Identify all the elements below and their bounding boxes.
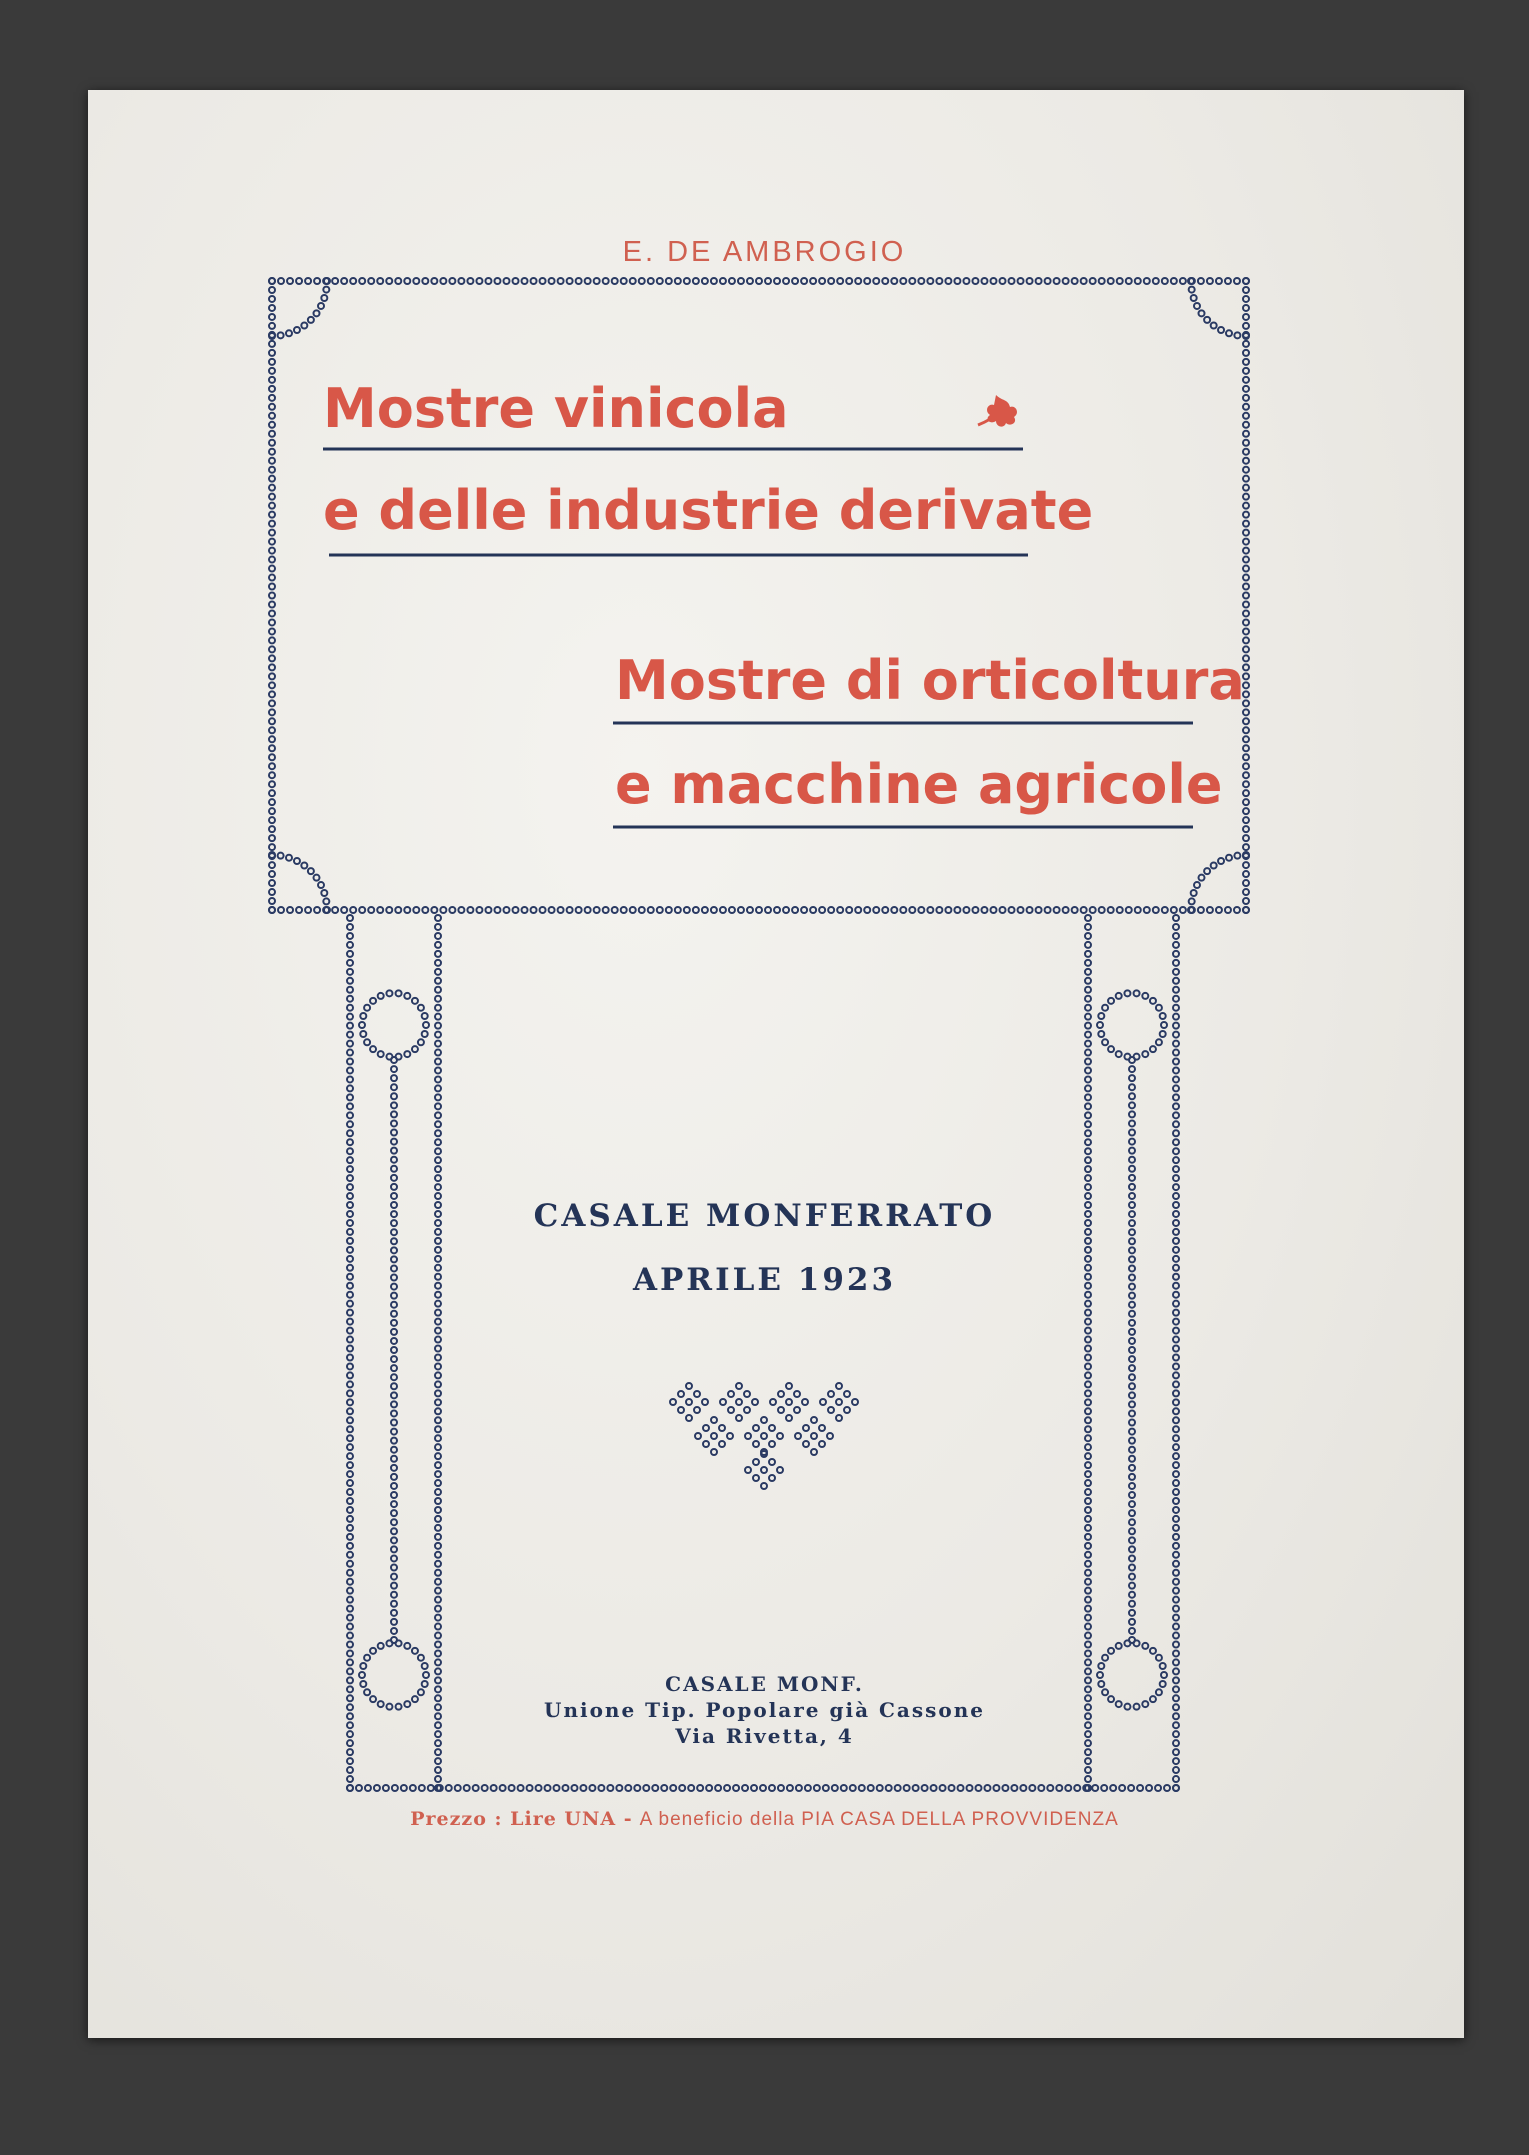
imprint-line-2: Unione Tip. Popolare già Cassone	[544, 1698, 985, 1722]
dotted-diamond-ornament	[670, 1383, 858, 1489]
place-name: CASALE MONFERRATO	[533, 1198, 996, 1234]
publication-date: APRILE 1923	[632, 1262, 897, 1298]
imprint-line-1: CASALE MONF.	[665, 1672, 864, 1696]
author-name: E. DE AMBROGIO	[622, 236, 907, 268]
price-line	[0, 1808, 1529, 1831]
price-note: A beneficio della PIA CASA DELLA PROVVIDENZA	[639, 1809, 1119, 1830]
title-line-3: Mostre di orticoltura	[615, 649, 1245, 712]
imprint-line-3: Via Rivetta, 4	[675, 1724, 854, 1748]
title-line-4: e macchine agricole	[615, 753, 1223, 816]
vine-leaf-ornament	[978, 395, 1017, 427]
price-label: Prezzo : Lire UNA -	[410, 1808, 633, 1830]
title-line-2: e delle industrie derivate	[323, 479, 1094, 542]
title-line-1: Mostre vinicola	[323, 377, 789, 440]
